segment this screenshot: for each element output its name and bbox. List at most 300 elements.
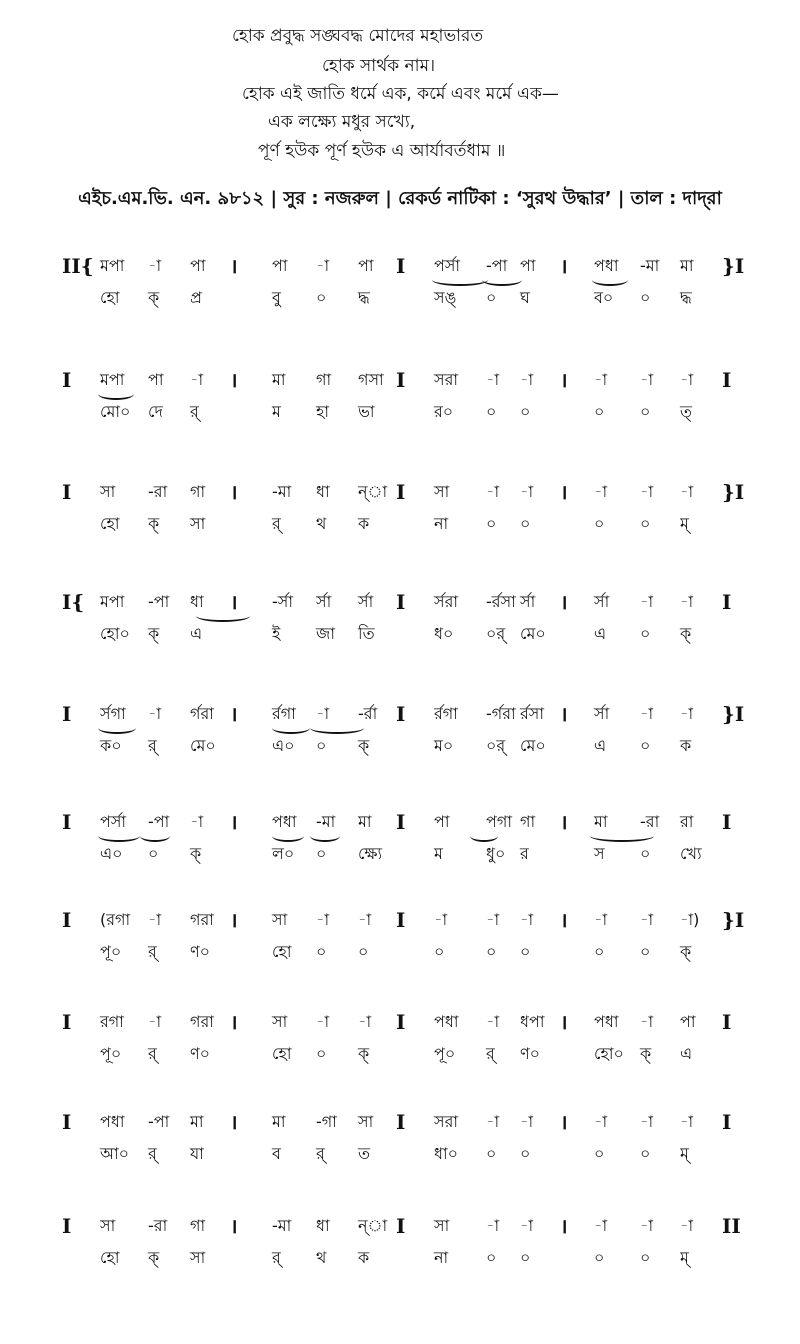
swara-note: -া: [520, 910, 534, 929]
swara-note: মা: [272, 370, 286, 389]
swara-note: -া: [486, 370, 500, 389]
bar-line: ।: [560, 908, 568, 932]
swara-note: পা: [272, 256, 288, 275]
swara-note: -া: [640, 482, 654, 501]
lyric-syllable: হো: [100, 288, 120, 307]
swara-note: পধা: [594, 256, 619, 275]
bar-line: I: [396, 908, 406, 932]
swara-note: -া: [358, 910, 372, 929]
swara-note: র্গরা: [190, 704, 214, 723]
lyric-syllable: ০: [640, 288, 651, 307]
lyric-syllable: ম্: [680, 1144, 689, 1163]
lyric-syllable: র: [520, 844, 529, 863]
lyric-syllable: সা: [190, 514, 206, 533]
lyric-syllable: ০: [640, 1248, 651, 1267]
bar-line: I: [722, 368, 732, 392]
lyric-syllable: দ্ধ: [680, 288, 692, 307]
lyric-syllable: ক০: [100, 736, 122, 755]
swara-note: -া: [148, 256, 162, 275]
swara-note: পধা: [100, 1112, 125, 1131]
lyric-syllable: ০: [486, 288, 497, 307]
swara-note: -া: [434, 910, 448, 929]
lyric-syllable: ল০: [272, 844, 295, 863]
lyric-syllable: ০: [640, 736, 651, 755]
lyric-syllable: দে: [148, 402, 163, 421]
swara-note: ধা: [316, 1216, 330, 1235]
bar-line: ।: [560, 1214, 568, 1238]
swara-note: -া): [680, 910, 700, 929]
swara-note: সা: [272, 910, 288, 929]
lyric-syllable: খ্যে: [680, 844, 702, 863]
swara-note: -া: [520, 482, 534, 501]
bar-line: ।: [230, 254, 238, 278]
swara-note: -রা: [640, 812, 660, 831]
bar-line: ।: [560, 368, 568, 392]
bar-line: }I: [722, 908, 745, 932]
swara-note: -পা: [486, 256, 508, 275]
swara-note: -া: [148, 910, 162, 929]
lyric-syllable: ০: [486, 942, 497, 961]
lyric-syllable: ০: [594, 1144, 605, 1163]
slur-arc: [98, 722, 136, 734]
lyric-syllable: ধ০: [434, 624, 454, 643]
swara-note: -া: [594, 482, 608, 501]
swara-note: গরা: [190, 910, 214, 929]
lyric-syllable: র্: [148, 1144, 157, 1163]
notation-row: [0, 1010, 800, 1094]
verse-line: হোক এই জাতি ধর্মে এক, কর্মে এবং মর্মে এক—: [242, 84, 559, 104]
lyric-syllable: ০র্: [486, 624, 506, 643]
lyric-syllable: ০: [640, 624, 651, 643]
lyric-syllable: র্: [272, 514, 281, 533]
bar-line: ।: [560, 1010, 568, 1034]
swara-note: -র্গরা: [486, 704, 516, 723]
swara-note: -া: [486, 1012, 500, 1031]
bar-line: ।: [230, 1214, 238, 1238]
swara-note: -া: [594, 1216, 608, 1235]
lyric-syllable: ০: [594, 402, 605, 421]
lyric-syllable: ক: [680, 736, 692, 755]
swara-note: -া: [594, 370, 608, 389]
lyric-syllable: প্র: [190, 288, 202, 307]
lyric-syllable: পূ০: [434, 1044, 456, 1063]
bar-line: ।: [560, 810, 568, 834]
lyric-syllable: ০: [520, 514, 531, 533]
lyric-syllable: ক্: [148, 514, 160, 533]
swara-note: -পা: [148, 812, 170, 831]
bar-line: ।: [230, 908, 238, 932]
swara-note: পা: [680, 1012, 696, 1031]
lyric-syllable: যা: [190, 1144, 204, 1163]
lyric-syllable: ক্: [680, 624, 692, 643]
bar-line: I: [396, 810, 406, 834]
lyric-syllable: হা: [316, 402, 330, 421]
lyric-syllable: ক্: [640, 1044, 652, 1063]
swara-note: -মা: [272, 482, 292, 501]
swara-note: -া: [640, 592, 654, 611]
swara-note: -া: [486, 1216, 500, 1235]
notation-row: [0, 702, 800, 786]
swara-note: -া: [594, 1112, 608, 1131]
swara-note: সা: [272, 1012, 288, 1031]
verse-line: এক লক্ষ্যে মধুর সখ্যে,: [268, 112, 416, 132]
lyric-syllable: ০: [316, 942, 327, 961]
swara-note: মা: [272, 1112, 286, 1131]
swara-note: পা: [358, 256, 374, 275]
swara-note: ন্া: [358, 1216, 388, 1235]
lyric-syllable: র্: [148, 942, 157, 961]
lyric-syllable: ম০: [434, 736, 454, 755]
swara-note: গা: [190, 1216, 206, 1235]
lyric-syllable: ম: [434, 844, 443, 863]
swara-note: গরা: [190, 1012, 214, 1031]
swara-note: ধপা: [520, 1012, 545, 1031]
lyric-syllable: ণ০: [190, 942, 211, 961]
lyric-syllable: ০: [434, 942, 445, 961]
lyric-syllable: র্: [486, 1044, 495, 1063]
swara-note: -া: [486, 1112, 500, 1131]
swara-note: -া: [680, 370, 694, 389]
swara-note: -া: [680, 1216, 694, 1235]
bar-line: I: [62, 1110, 72, 1134]
swara-note: গা: [520, 812, 536, 831]
swara-note: পা: [520, 256, 536, 275]
lyric-syllable: আ০: [100, 1144, 130, 1163]
slur-arc: [310, 722, 364, 734]
bar-line: ।: [230, 368, 238, 392]
notation-row: [0, 810, 800, 894]
lyric-syllable: ০: [640, 942, 651, 961]
lyric-syllable: র্: [316, 1144, 325, 1163]
lyric-syllable: ০: [486, 402, 497, 421]
lyric-syllable: সা: [190, 1248, 206, 1267]
bar-line: }I: [722, 254, 745, 278]
bar-line: I: [62, 1214, 72, 1238]
lyric-syllable: ০: [520, 1248, 531, 1267]
swara-note: -া: [316, 256, 330, 275]
swara-note: সরা: [434, 370, 459, 389]
bar-line: I: [722, 1110, 732, 1134]
bar-line: I: [396, 590, 406, 614]
bar-line: I: [62, 1010, 72, 1034]
swara-note: -গা: [316, 1112, 337, 1131]
lyric-syllable: ক্: [680, 942, 692, 961]
slur-arc: [272, 830, 304, 842]
lyric-syllable: হো০: [594, 1044, 624, 1063]
notation-row: [0, 1110, 800, 1194]
lyric-syllable: র্: [190, 402, 199, 421]
lyric-syllable: ০: [316, 288, 327, 307]
notation-row: [0, 1214, 800, 1298]
lyric-syllable: স: [594, 844, 605, 863]
swara-note: মা: [594, 812, 608, 831]
lyric-syllable: ০: [594, 942, 605, 961]
swara-note: -া: [316, 910, 330, 929]
bar-line: I: [62, 908, 72, 932]
lyric-syllable: ০: [640, 1144, 651, 1163]
lyric-syllable: ০: [640, 402, 651, 421]
lyric-syllable: জা: [316, 624, 335, 643]
swara-note: র্সা: [316, 592, 332, 611]
bar-line: ।: [560, 1110, 568, 1134]
swara-note: -া: [190, 812, 204, 831]
swara-note: -া: [520, 1216, 534, 1235]
lyric-syllable: এ: [680, 1044, 693, 1063]
bar-line: I: [62, 368, 72, 392]
lyric-syllable: ত্: [680, 402, 693, 421]
swara-note: রগা: [100, 1012, 124, 1031]
bar-line: }I: [722, 480, 745, 504]
swara-note: র্সরা: [434, 592, 459, 611]
bar-line: ।: [230, 590, 238, 614]
lyric-syllable: মে০: [520, 736, 546, 755]
bar-line: I: [396, 1010, 406, 1034]
lyric-syllable: ঘ: [520, 288, 530, 307]
lyric-syllable: না: [434, 1248, 449, 1267]
lyric-syllable: ০: [148, 844, 159, 863]
swara-note: পধা: [434, 1012, 459, 1031]
swara-note: গসা: [358, 370, 384, 389]
verse-line: হোক প্রবুদ্ধ সঙ্ঘবদ্ধ মোদের মহাভারত: [232, 26, 484, 46]
bar-line: II{: [62, 254, 94, 278]
lyric-syllable: এ: [594, 736, 607, 755]
lyric-syllable: ০: [358, 942, 369, 961]
lyric-syllable: দ্ধ: [358, 288, 370, 307]
lyric-syllable: পূ০: [100, 1044, 122, 1063]
swara-note: গা: [190, 482, 206, 501]
lyric-syllable: থ: [316, 1248, 327, 1267]
swara-note: (রগা: [100, 910, 131, 929]
verse-line: পূর্ণ হউক পূর্ণ হউক এ আর্যাবর্তধাম ॥: [258, 141, 506, 161]
bar-line: I: [62, 702, 72, 726]
swara-note: -া: [680, 704, 694, 723]
lyric-syllable: মো০: [100, 402, 131, 421]
lyric-syllable: ০: [594, 1248, 605, 1267]
swara-note: -া: [148, 704, 162, 723]
swara-note: সা: [358, 1112, 374, 1131]
bar-line: I: [396, 702, 406, 726]
notation-row: [0, 254, 800, 338]
swara-note: মা: [190, 1112, 204, 1131]
slur-arc: [272, 722, 310, 734]
swara-note: -া: [680, 592, 694, 611]
lyric-syllable: র০: [434, 402, 454, 421]
lyric-syllable: ক্: [148, 288, 160, 307]
swara-note: পধা: [594, 1012, 619, 1031]
swara-note: -া: [316, 1012, 330, 1031]
bar-line: I: [62, 480, 72, 504]
verse-line: হোক সার্থক নাম।: [322, 56, 436, 76]
swara-note: -া: [486, 482, 500, 501]
swara-note: সরা: [434, 1112, 459, 1131]
bar-line: ।: [230, 1010, 238, 1034]
swara-note: -র্রসা: [486, 592, 516, 611]
notation-row: [0, 368, 800, 452]
lyric-syllable: ণ০: [190, 1044, 211, 1063]
bar-line: ।: [560, 254, 568, 278]
swara-note: র্সা: [520, 592, 536, 611]
swara-note: র্সা: [358, 592, 374, 611]
bar-line: ।: [230, 810, 238, 834]
swara-note: পা: [148, 370, 164, 389]
bar-line: ।: [230, 1110, 238, 1134]
swara-note: -া: [680, 482, 694, 501]
swara-note: -র্সা: [272, 592, 293, 611]
lyric-syllable: ধা০: [434, 1144, 459, 1163]
lyric-syllable: ০: [640, 844, 651, 863]
swara-note: -া: [316, 704, 330, 723]
lyric-syllable: ০র্: [486, 736, 506, 755]
lyric-syllable: ০: [594, 514, 605, 533]
swara-note: র্সগা: [100, 704, 126, 723]
swara-note: মপা: [100, 256, 125, 275]
lyric-syllable: ক্: [148, 624, 160, 643]
swara-note: -া: [486, 910, 500, 929]
swara-note: -র্রা: [358, 704, 378, 723]
swara-note: -পা: [148, 1112, 170, 1131]
bar-line: I: [722, 590, 732, 614]
swara-note: -পা: [148, 592, 170, 611]
lyric-syllable: এ: [594, 624, 607, 643]
swara-note: -া: [520, 1112, 534, 1131]
bar-line: }I: [722, 702, 745, 726]
swara-note: মপা: [100, 370, 125, 389]
swara-note: -মা: [640, 256, 660, 275]
lyric-syllable: ত: [358, 1144, 371, 1163]
swara-note: পর্সা: [434, 256, 461, 275]
lyric-syllable: ক্: [148, 1248, 160, 1267]
lyric-syllable: ক্: [358, 736, 370, 755]
swara-note: রা: [680, 812, 694, 831]
swara-note: -া: [640, 1216, 654, 1235]
lyric-syllable: ই: [272, 624, 281, 643]
swara-note: সা: [434, 482, 450, 501]
swara-note: -া: [640, 1012, 654, 1031]
swara-note: সা: [100, 1216, 116, 1235]
slur-arc: [432, 274, 488, 286]
slur-arc: [590, 830, 654, 842]
lyric-syllable: হো: [272, 1044, 292, 1063]
swara-note: -া: [640, 910, 654, 929]
lyric-syllable: হো: [100, 514, 120, 533]
lyric-syllable: ক্: [358, 1044, 370, 1063]
swara-note: -া: [190, 370, 204, 389]
slur-arc: [98, 830, 140, 842]
bar-line: I: [722, 1010, 732, 1034]
lyric-syllable: ব০: [594, 288, 614, 307]
swara-note: মা: [680, 256, 694, 275]
bar-line: ।: [230, 702, 238, 726]
lyric-syllable: ক্ষ্যে: [358, 844, 383, 863]
notation-row: [0, 480, 800, 564]
lyric-syllable: ম্: [680, 1248, 689, 1267]
lyric-syllable: হো০: [100, 624, 130, 643]
lyric-syllable: ০: [316, 736, 327, 755]
lyric-syllable: ০: [520, 402, 531, 421]
lyric-syllable: ভা: [358, 402, 375, 421]
swara-note: পধা: [272, 812, 297, 831]
swara-note: পা: [190, 256, 206, 275]
lyric-syllable: মে০: [520, 624, 546, 643]
lyric-syllable: এ০: [100, 844, 123, 863]
bar-line: ।: [560, 702, 568, 726]
lyric-syllable: ক: [358, 514, 370, 533]
lyric-syllable: হো: [272, 942, 292, 961]
swara-note: মপা: [100, 592, 125, 611]
lyric-syllable: ম্: [680, 514, 689, 533]
lyric-syllable: ০: [486, 514, 497, 533]
lyric-syllable: ক্: [190, 844, 202, 863]
swara-note: র্রগা: [272, 704, 296, 723]
lyric-syllable: ক: [358, 1248, 370, 1267]
slur-arc: [470, 830, 498, 842]
swara-note: -া: [148, 1012, 162, 1031]
bar-line: ।: [560, 590, 568, 614]
swara-note: সা: [434, 1216, 450, 1235]
slur-arc: [98, 388, 134, 400]
lyric-syllable: ০: [520, 1144, 531, 1163]
lyric-syllable: হো: [100, 1248, 120, 1267]
lyric-syllable: ০: [316, 844, 327, 863]
bar-line: I{: [62, 590, 85, 614]
lyric-syllable: বু: [272, 288, 281, 307]
swara-note: মা: [358, 812, 372, 831]
notation-row: [0, 908, 800, 992]
slur-arc: [310, 830, 340, 842]
swara-note: সা: [100, 482, 116, 501]
swara-note: ধা: [190, 592, 204, 611]
bar-line: II: [722, 1214, 741, 1238]
swara-note: র্সা: [594, 592, 610, 611]
bar-line: I: [722, 810, 732, 834]
swara-note: -মা: [272, 1216, 292, 1235]
swara-note: ন্া: [358, 482, 388, 501]
swara-note: -মা: [316, 812, 336, 831]
bar-line: I: [396, 1110, 406, 1134]
lyric-syllable: ০: [520, 942, 531, 961]
lyric-syllable: এ: [190, 624, 203, 643]
lyric-syllable: র্: [148, 1044, 157, 1063]
lyric-syllable: মে০: [190, 736, 216, 755]
lyric-syllable: ০: [640, 514, 651, 533]
swara-note: ধা: [316, 482, 330, 501]
lyric-syllable: ধু০: [486, 844, 506, 863]
swara-note: র্রগা: [434, 704, 458, 723]
slur-arc: [140, 830, 170, 842]
lyric-syllable: ব: [272, 1144, 281, 1163]
lyric-syllable: না: [434, 514, 449, 533]
lyric-syllable: ০: [316, 1044, 327, 1063]
swara-note: র্সা: [594, 704, 610, 723]
lyric-syllable: পূ০: [100, 942, 122, 961]
swara-note: -া: [520, 370, 534, 389]
swara-note: -া: [640, 704, 654, 723]
record-info: এইচ.এম.ভি. এন. ৯৮১২ | সুর : নজরুল | রেকর্ড নাটিকা : ‘সুরথ উদ্ধার’ | তাল : দাদ্‌রা: [78, 188, 722, 209]
bar-line: I: [396, 1214, 406, 1238]
swara-note: পর্সা: [100, 812, 127, 831]
swara-note: -া: [640, 1112, 654, 1131]
swara-note: পগা: [486, 812, 512, 831]
swara-note: -া: [640, 370, 654, 389]
swara-note: -রা: [148, 482, 168, 501]
slur-arc: [196, 610, 250, 622]
bar-line: I: [396, 480, 406, 504]
swara-note: র্রসা: [520, 704, 545, 723]
lyric-syllable: তি: [358, 624, 375, 643]
lyric-syllable: সঙ্: [434, 288, 457, 307]
swara-note: -া: [680, 1112, 694, 1131]
swara-note: পা: [434, 812, 450, 831]
